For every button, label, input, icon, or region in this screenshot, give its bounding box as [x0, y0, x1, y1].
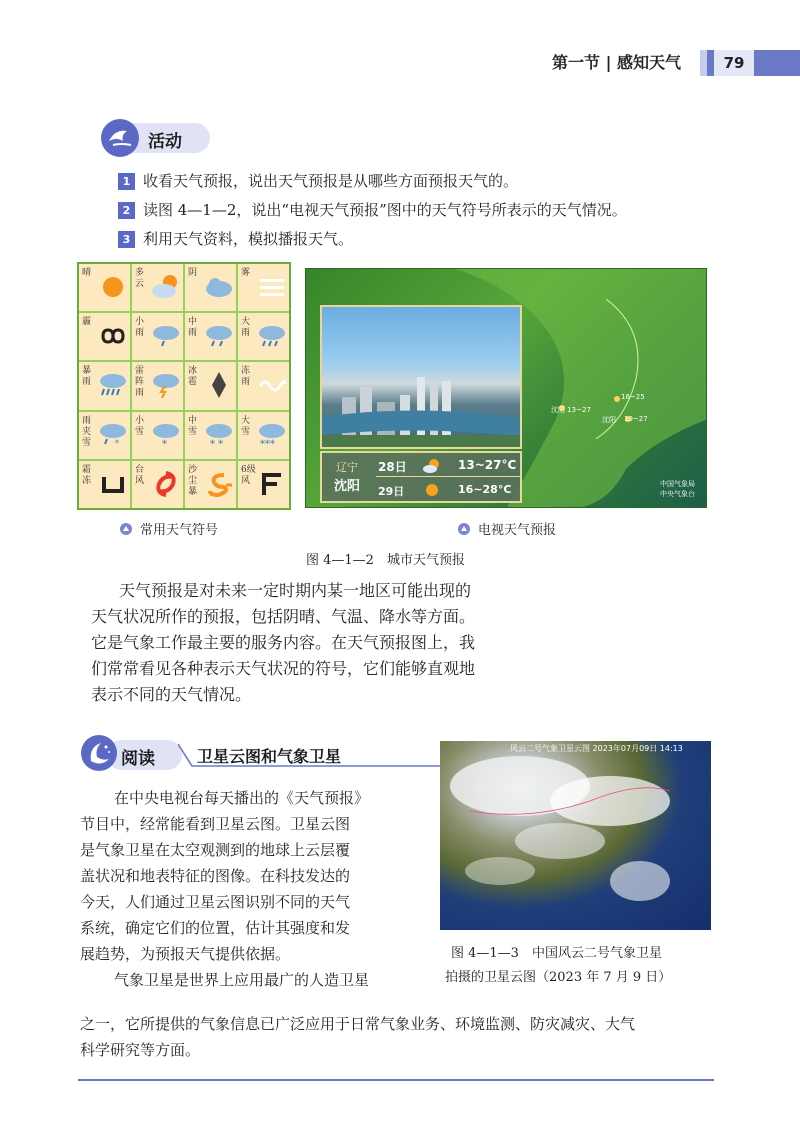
- reading-paragraph-tail: 之一，它所提供的气象信息已广泛应用于日常气象业务、环境监测、防灾减灾、大气 科学研究等方面。: [80, 1015, 636, 1059]
- symbol-cell: [132, 313, 183, 360]
- svg-text:*: *: [115, 438, 119, 448]
- symbol-cell: [185, 412, 236, 459]
- symbol-cell: [79, 412, 130, 459]
- symbol-cell: [185, 264, 236, 311]
- cloud-icon: [204, 272, 234, 302]
- symbol-cell: [132, 461, 183, 508]
- province-label: 辽宁: [336, 461, 358, 474]
- symbol-label: 大雪: [241, 415, 251, 437]
- satellite-overlay-text: 风云二号气象卫星云图 2023年07月09日 14:13: [510, 744, 683, 753]
- symbol-cell: [132, 264, 183, 311]
- city-label: 沈阳: [334, 479, 361, 494]
- symbol-cell: [79, 313, 130, 360]
- tv-forecast-image: [305, 268, 707, 508]
- map-label-3: 沈阳: [602, 416, 616, 424]
- sandstorm-icon: [204, 469, 234, 499]
- symbol-label: 6级风: [241, 464, 256, 486]
- wind-icon: [257, 469, 287, 499]
- satellite-caption-2: 拍摄的卫星云图（2023 年 7 月 9 日）: [445, 970, 672, 985]
- section-title: 第一节 | 感知天气: [552, 53, 681, 72]
- symbol-label: 冻雨: [241, 366, 251, 388]
- symbol-label: 冰雹: [188, 366, 198, 388]
- reading-icon: [81, 735, 117, 771]
- symbol-label: 沙尘暴: [188, 464, 198, 497]
- symbol-label: 多云: [135, 268, 145, 289]
- map-label-2: 16~25: [621, 393, 645, 401]
- activity-icon: [101, 119, 139, 157]
- symbol-cell: [238, 264, 289, 311]
- activity-item-2: 2 读图 4—1—2，说出“电视天气预报”图中的天气符号所表示的天气情况。: [118, 197, 627, 223]
- symbol-label: 霾: [82, 317, 92, 328]
- rainstorm-icon: [98, 370, 128, 400]
- symbol-label: 台风: [135, 464, 145, 486]
- forecast-row-2: 29日 16~28°C: [378, 483, 512, 498]
- forecast-paragraph: 天气预报是对未来一定时期内某一地区可能出现的 天气状况所作的预报，包括阴晴、气温、降水等方面。 它是气象工作最主要的服务内容。在天气预报图上，我 们常常看见各种表示天气状况的符号，它们能够直观地 表示不同的天气情况。: [91, 581, 476, 704]
- light-rain-icon: [151, 321, 181, 351]
- symbol-label: 雾: [241, 268, 251, 278]
- thunderstorm-icon: [151, 370, 181, 400]
- reading-title: 卫星云图和气象卫星: [197, 747, 342, 766]
- reading-tag: 阅读: [121, 749, 155, 769]
- symbol-label: 晴: [82, 268, 92, 278]
- symbol-cell: [185, 313, 236, 360]
- map-label-4: 19~27: [624, 415, 648, 423]
- hail-icon: [204, 370, 234, 400]
- reading-title-underline: [178, 742, 440, 770]
- activity-title: 活动: [148, 132, 182, 152]
- symbol-label: 暴雨: [82, 366, 92, 388]
- moderate-snow-icon: [204, 420, 234, 450]
- activity-item-3: 3 利用天气资料，模拟播报天气。: [118, 226, 353, 252]
- cma-logo: 中国气象局 中央气象台: [660, 480, 695, 498]
- symbol-cell: [79, 264, 130, 311]
- symbol-label: 小雪: [135, 415, 145, 437]
- symbol-label: 小雨: [135, 317, 145, 339]
- symbol-label: 大雨: [241, 317, 251, 339]
- partly-cloudy-icon: [151, 272, 181, 302]
- heavy-rain-icon: [257, 321, 287, 351]
- symbol-cell: [238, 412, 289, 459]
- satellite-caption-1: 图 4—1—3 中国风云二号气象卫星: [451, 946, 662, 961]
- figure-caption: 图 4—1—2 城市天气预报: [306, 553, 465, 568]
- map-label-1: 沈阳 13~27: [551, 406, 591, 414]
- sun-icon: [98, 272, 128, 302]
- tv-caption: 电视天气预报: [458, 519, 556, 538]
- symbol-label: 中雨: [188, 317, 198, 339]
- fog-icon: [257, 272, 287, 302]
- city-photo: [320, 305, 522, 449]
- activity-item-1: 1 收看天气预报，说出天气预报是从哪些方面预报天气的。: [118, 168, 518, 194]
- frost-icon: [98, 469, 128, 499]
- sun-icon: [424, 482, 440, 498]
- svg-text:***: ***: [260, 438, 275, 450]
- page-number: 79: [714, 50, 754, 76]
- symbol-label: 雷阵雨: [135, 366, 145, 399]
- symbol-cell: [185, 362, 236, 409]
- moderate-rain-icon: [204, 321, 234, 351]
- light-snow-icon: [151, 420, 181, 450]
- satellite-cloud-image: [440, 741, 711, 930]
- heavy-snow-icon: [257, 420, 287, 450]
- freezing-rain-icon: [257, 370, 287, 400]
- symbol-label: 雨夹雪: [82, 415, 92, 448]
- symbol-cell: [238, 461, 289, 508]
- symbol-cell: [132, 412, 183, 459]
- symbols-caption: 常用天气符号: [120, 519, 218, 538]
- symbol-cell: [185, 461, 236, 508]
- partly-cloudy-icon: [422, 457, 442, 475]
- symbol-cell: [79, 362, 130, 409]
- footer-line: [78, 1079, 714, 1081]
- svg-text:*: *: [162, 438, 167, 450]
- symbol-label: 中雪: [188, 415, 198, 437]
- forecast-row-1: 28日 13~27°C: [376, 455, 522, 477]
- symbol-cell: [132, 362, 183, 409]
- symbol-label: 霜冻: [82, 464, 92, 486]
- typhoon-icon: [151, 469, 181, 499]
- sleet-icon: [98, 420, 128, 450]
- weather-symbols-grid: [77, 262, 291, 510]
- svg-text:* *: * *: [210, 438, 224, 450]
- forecast-box: [320, 451, 522, 503]
- symbol-label: 阴: [188, 268, 198, 278]
- symbol-cell: [238, 362, 289, 409]
- symbol-cell: [79, 461, 130, 508]
- haze-icon: [98, 321, 128, 351]
- symbol-cell: [238, 313, 289, 360]
- reading-paragraph: 在中央电视台每天播出的《天气预报》 节目中，经常能看到卫星云图。卫星云图 是气象卫星在太空观测到的地球上云层覆 盖状况和地表特征的图像。在科技发达的 今天，人们通过卫星云图识别不同的天气 系统，确定它们的位置，估计其强度和发 展趋势，为预报天气提供依据。 气象卫星是世界上应用最广的人造卫星: [80, 789, 370, 989]
